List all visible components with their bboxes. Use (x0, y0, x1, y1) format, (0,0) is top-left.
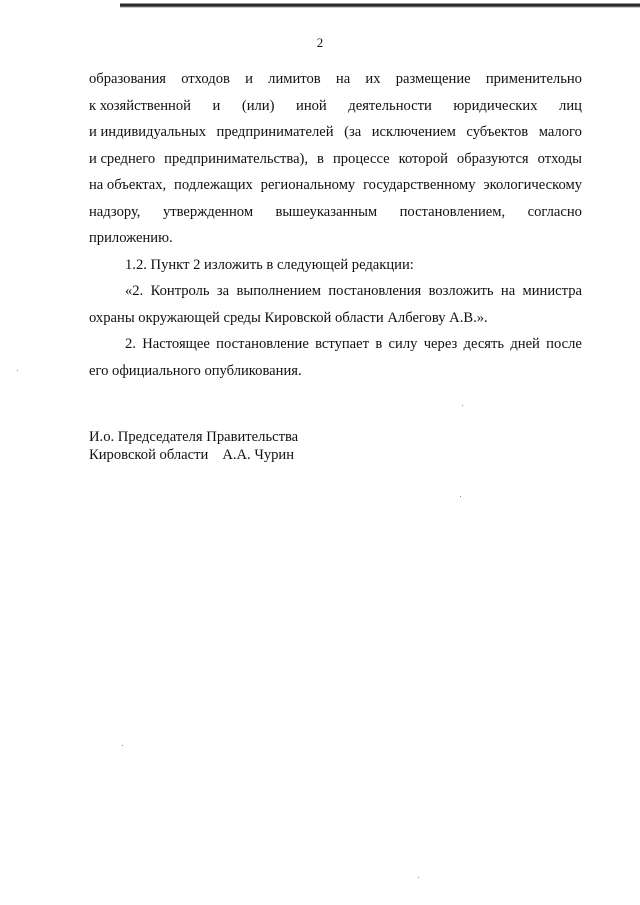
word: после (546, 336, 582, 352)
word: предпринимателей (216, 124, 334, 140)
word: размещение (395, 71, 471, 87)
word: субъектов (466, 124, 529, 140)
word: иной (296, 97, 327, 114)
paragraph-2: 1.2. Пункт 2 изложить в следующей редакции: (125, 256, 414, 273)
paragraph-1-line (89, 93, 582, 120)
word: процессе (332, 150, 390, 167)
word: «2. (125, 283, 144, 299)
word: Настоящее (142, 336, 210, 352)
word: к хозяйственной (89, 97, 191, 114)
word: лимитов (268, 71, 321, 87)
word: предпринимательства), (164, 150, 309, 167)
word: малого (538, 124, 582, 140)
paragraph-4-last-line: его официального опубликования. (89, 362, 302, 379)
word: согласно (527, 203, 582, 220)
scan-speck (17, 370, 18, 371)
word: дней (510, 336, 540, 352)
word: Контроль (150, 283, 210, 299)
scan-edge-line (0, 0, 640, 9)
paragraph-3-first-line (89, 278, 582, 305)
word: юридических (453, 97, 538, 114)
word: которой (398, 150, 448, 167)
word: и (245, 71, 253, 87)
word: через (423, 336, 458, 352)
word: 2. (125, 336, 136, 352)
word: государственному (363, 177, 476, 193)
word: силу (388, 336, 418, 352)
document-body (89, 66, 582, 384)
word: вступает (315, 336, 370, 352)
paragraph-1 (89, 66, 582, 225)
scan-speck (462, 405, 463, 406)
signatory-title: И.о. Председателя Правительства (89, 429, 299, 445)
word: на (500, 283, 516, 299)
word: деятельности (348, 97, 432, 114)
word: применительно (485, 71, 582, 87)
word: в (317, 150, 324, 167)
word: постановление (216, 336, 309, 352)
paragraph-1-line (89, 199, 582, 226)
paragraph-4-first-line (89, 331, 582, 358)
word: лиц (559, 97, 582, 114)
word: и индивидуальных (89, 124, 206, 140)
word: десять (463, 336, 505, 352)
scan-speck (460, 496, 461, 497)
word: образования (89, 71, 166, 87)
paragraph-1-line (89, 172, 582, 199)
word: отходов (181, 71, 230, 87)
word: министра (522, 283, 582, 299)
paragraph-1-last-line: приложению. (89, 230, 173, 246)
word: исключением (371, 124, 456, 140)
word: образуются (456, 150, 529, 167)
paragraph-3-last-line: охраны окружающей среды Кировской области Албегову А.В.». (89, 309, 488, 326)
word: на (335, 71, 351, 87)
word: региональному (260, 177, 356, 193)
signatory-name: А.А. Чурин (222, 447, 295, 463)
page-number: 2 (316, 35, 324, 50)
word: постановлением, (399, 203, 506, 220)
word: постановления (328, 283, 422, 299)
word: и среднего (89, 150, 156, 167)
word: (или) (241, 97, 275, 114)
scan-speck (122, 745, 123, 746)
paragraph-1-line (89, 119, 582, 146)
word: возложить (428, 283, 494, 299)
word: экологическому (483, 177, 582, 193)
word: подлежащих (174, 177, 253, 193)
word: на объектах, (89, 177, 167, 193)
signatory-region-line (89, 446, 298, 464)
word: надзору, (89, 203, 141, 220)
paragraph-1-line (89, 66, 582, 93)
word: выполнением (236, 283, 322, 299)
signatory-region: Кировской области (89, 447, 209, 463)
word: и (212, 97, 221, 114)
word: вышеуказанным (275, 203, 378, 220)
word: их (365, 71, 381, 87)
word: (за (344, 124, 362, 140)
word: в (375, 336, 383, 352)
word: утвержденном (162, 203, 254, 220)
word: отходы (537, 150, 582, 167)
paragraph-1-line (89, 146, 582, 173)
signature-block (89, 428, 298, 464)
word: за (216, 283, 230, 299)
scan-speck (418, 877, 419, 878)
